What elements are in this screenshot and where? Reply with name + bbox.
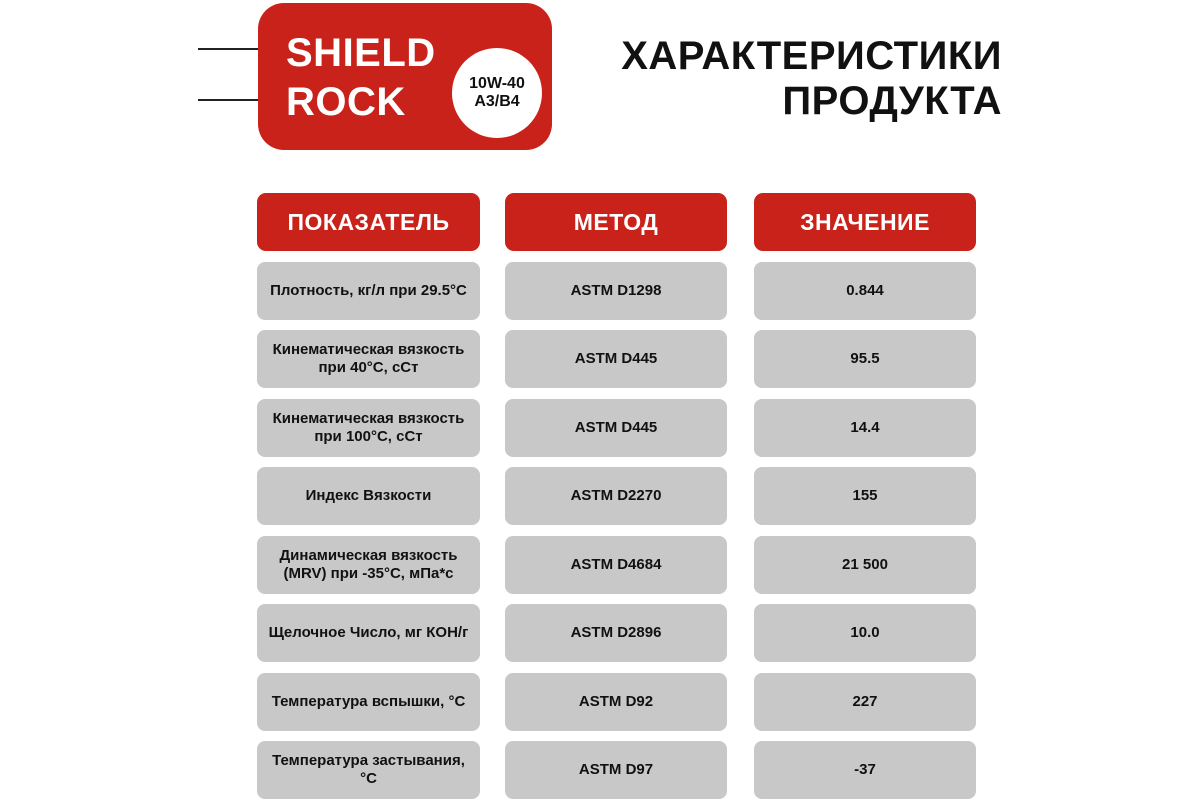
cell-method: ASTM D4684 bbox=[505, 536, 727, 594]
badge-viscosity-grade: 10W-40 bbox=[469, 74, 525, 92]
cell-parameter: Динамическая вязкость (MRV) при -35°С, мПа*с bbox=[257, 536, 480, 594]
cell-value: 95.5 bbox=[754, 330, 976, 388]
decorative-line-bottom bbox=[198, 99, 260, 101]
cell-parameter: Щелочное Число, мг КОН/г bbox=[257, 604, 480, 662]
page-title-line-2: ПРОДУКТА bbox=[782, 78, 1002, 123]
viscosity-badge bbox=[452, 48, 542, 138]
page-title bbox=[621, 34, 1002, 124]
cell-value: 21 500 bbox=[754, 536, 976, 594]
cell-value: 14.4 bbox=[754, 399, 976, 457]
cell-parameter: Температура застывания, °С bbox=[257, 741, 480, 799]
cell-value: 227 bbox=[754, 673, 976, 731]
header-parameter: ПОКАЗАТЕЛЬ bbox=[257, 193, 480, 251]
header-value: ЗНАЧЕНИЕ bbox=[754, 193, 976, 251]
logo-text-shield: SHIELD bbox=[286, 31, 436, 75]
badge-spec: A3/B4 bbox=[474, 93, 520, 110]
cell-parameter: Кинематическая вязкость при 100°С, сСт bbox=[257, 399, 480, 457]
cell-value: -37 bbox=[754, 741, 976, 799]
cell-method: ASTM D445 bbox=[505, 399, 727, 457]
cell-method: ASTM D92 bbox=[505, 673, 727, 731]
cell-value: 155 bbox=[754, 467, 976, 525]
cell-method: ASTM D2896 bbox=[505, 604, 727, 662]
cell-method: ASTM D2270 bbox=[505, 467, 727, 525]
cell-parameter: Температура вспышки, °С bbox=[257, 673, 480, 731]
logo-text-rock: ROCK bbox=[286, 80, 406, 124]
cell-value: 10.0 bbox=[754, 604, 976, 662]
header-method: МЕТОД bbox=[505, 193, 727, 251]
cell-value: 0.844 bbox=[754, 262, 976, 320]
cell-method: ASTM D445 bbox=[505, 330, 727, 388]
decorative-line-top bbox=[198, 48, 260, 50]
cell-parameter: Кинематическая вязкость при 40°С, сСт bbox=[257, 330, 480, 388]
cell-parameter: Индекс Вязкости bbox=[257, 467, 480, 525]
cell-method: ASTM D97 bbox=[505, 741, 727, 799]
cell-method: ASTM D1298 bbox=[505, 262, 727, 320]
cell-parameter: Плотность, кг/л при 29.5°С bbox=[257, 262, 480, 320]
page-title-line-1: ХАРАКТЕРИСТИКИ bbox=[621, 34, 1002, 78]
brand-logo bbox=[258, 3, 552, 150]
